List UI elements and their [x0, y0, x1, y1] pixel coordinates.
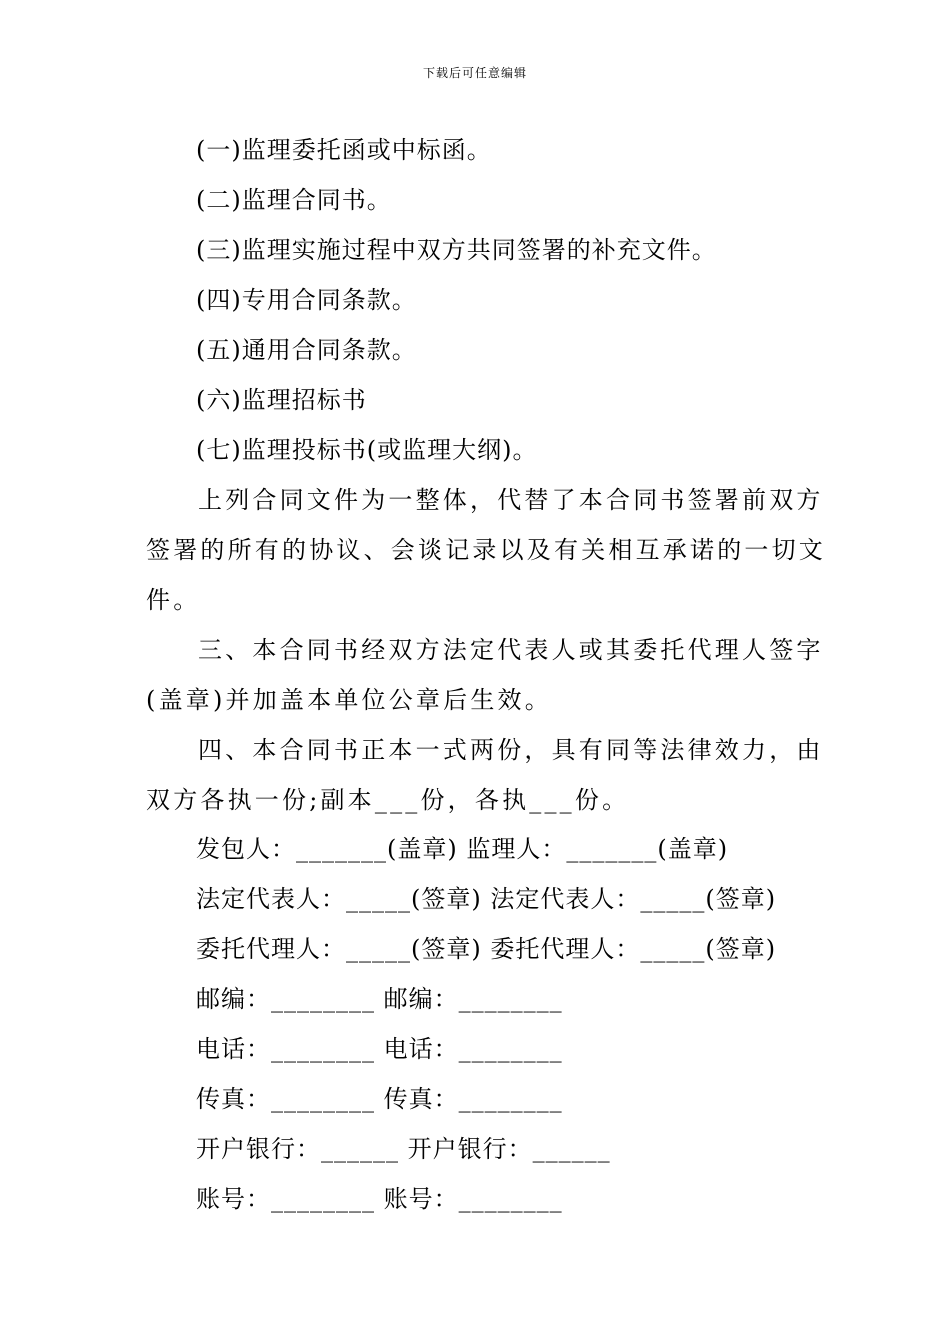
signature-line-postcode: 邮编：________ 邮编：________ [196, 985, 563, 1013]
signature-line-bank: 开户银行：______ 开户银行：______ [196, 1135, 611, 1163]
signature-line-parties: 发包人：_______(盖章) 监理人：_______(盖章) [196, 835, 729, 863]
list-item-6: (六)监理招标书 [196, 386, 367, 414]
paragraph-copies-line-1: 四、本合同书正本一式两份，具有同等法律效力，由 [198, 736, 824, 764]
list-item-2: (二)监理合同书。 [196, 186, 392, 214]
paragraph-contract-docs-line-3: 件。 [146, 586, 201, 614]
signature-line-agent: 委托代理人：_____(签章) 委托代理人：_____(签章) [196, 935, 777, 963]
list-item-4: (四)专用合同条款。 [196, 286, 417, 314]
paragraph-effective-line-2: (盖章)并加盖本单位公章后生效。 [146, 686, 552, 714]
list-item-5: (五)通用合同条款。 [196, 336, 417, 364]
signature-line-phone: 电话：________ 电话：________ [196, 1035, 563, 1063]
list-item-7: (七)监理投标书(或监理大纲)。 [196, 436, 538, 464]
list-item-1: (一)监理委托函或中标函。 [196, 136, 492, 164]
list-item-3: (三)监理实施过程中双方共同签署的补充文件。 [196, 236, 717, 264]
page-header: 下载后可任意编辑 [422, 66, 527, 80]
signature-line-fax: 传真：________ 传真：________ [196, 1085, 563, 1113]
signature-line-account: 账号：________ 账号：________ [196, 1185, 563, 1213]
signature-line-legal-rep: 法定代表人：_____(签章) 法定代表人：_____(签章) [196, 885, 777, 913]
paragraph-contract-docs-line-1: 上列合同文件为一整体，代替了本合同书签署前双方 [198, 486, 824, 514]
paragraph-effective-line-1: 三、本合同书经双方法定代表人或其委托代理人签字 [198, 636, 824, 664]
paragraph-copies-line-2: 双方各执一份;副本___份，各执___份。 [146, 786, 630, 814]
paragraph-contract-docs-line-2: 签署的所有的协议、会谈记录以及有关相互承诺的一切文 [146, 536, 826, 564]
